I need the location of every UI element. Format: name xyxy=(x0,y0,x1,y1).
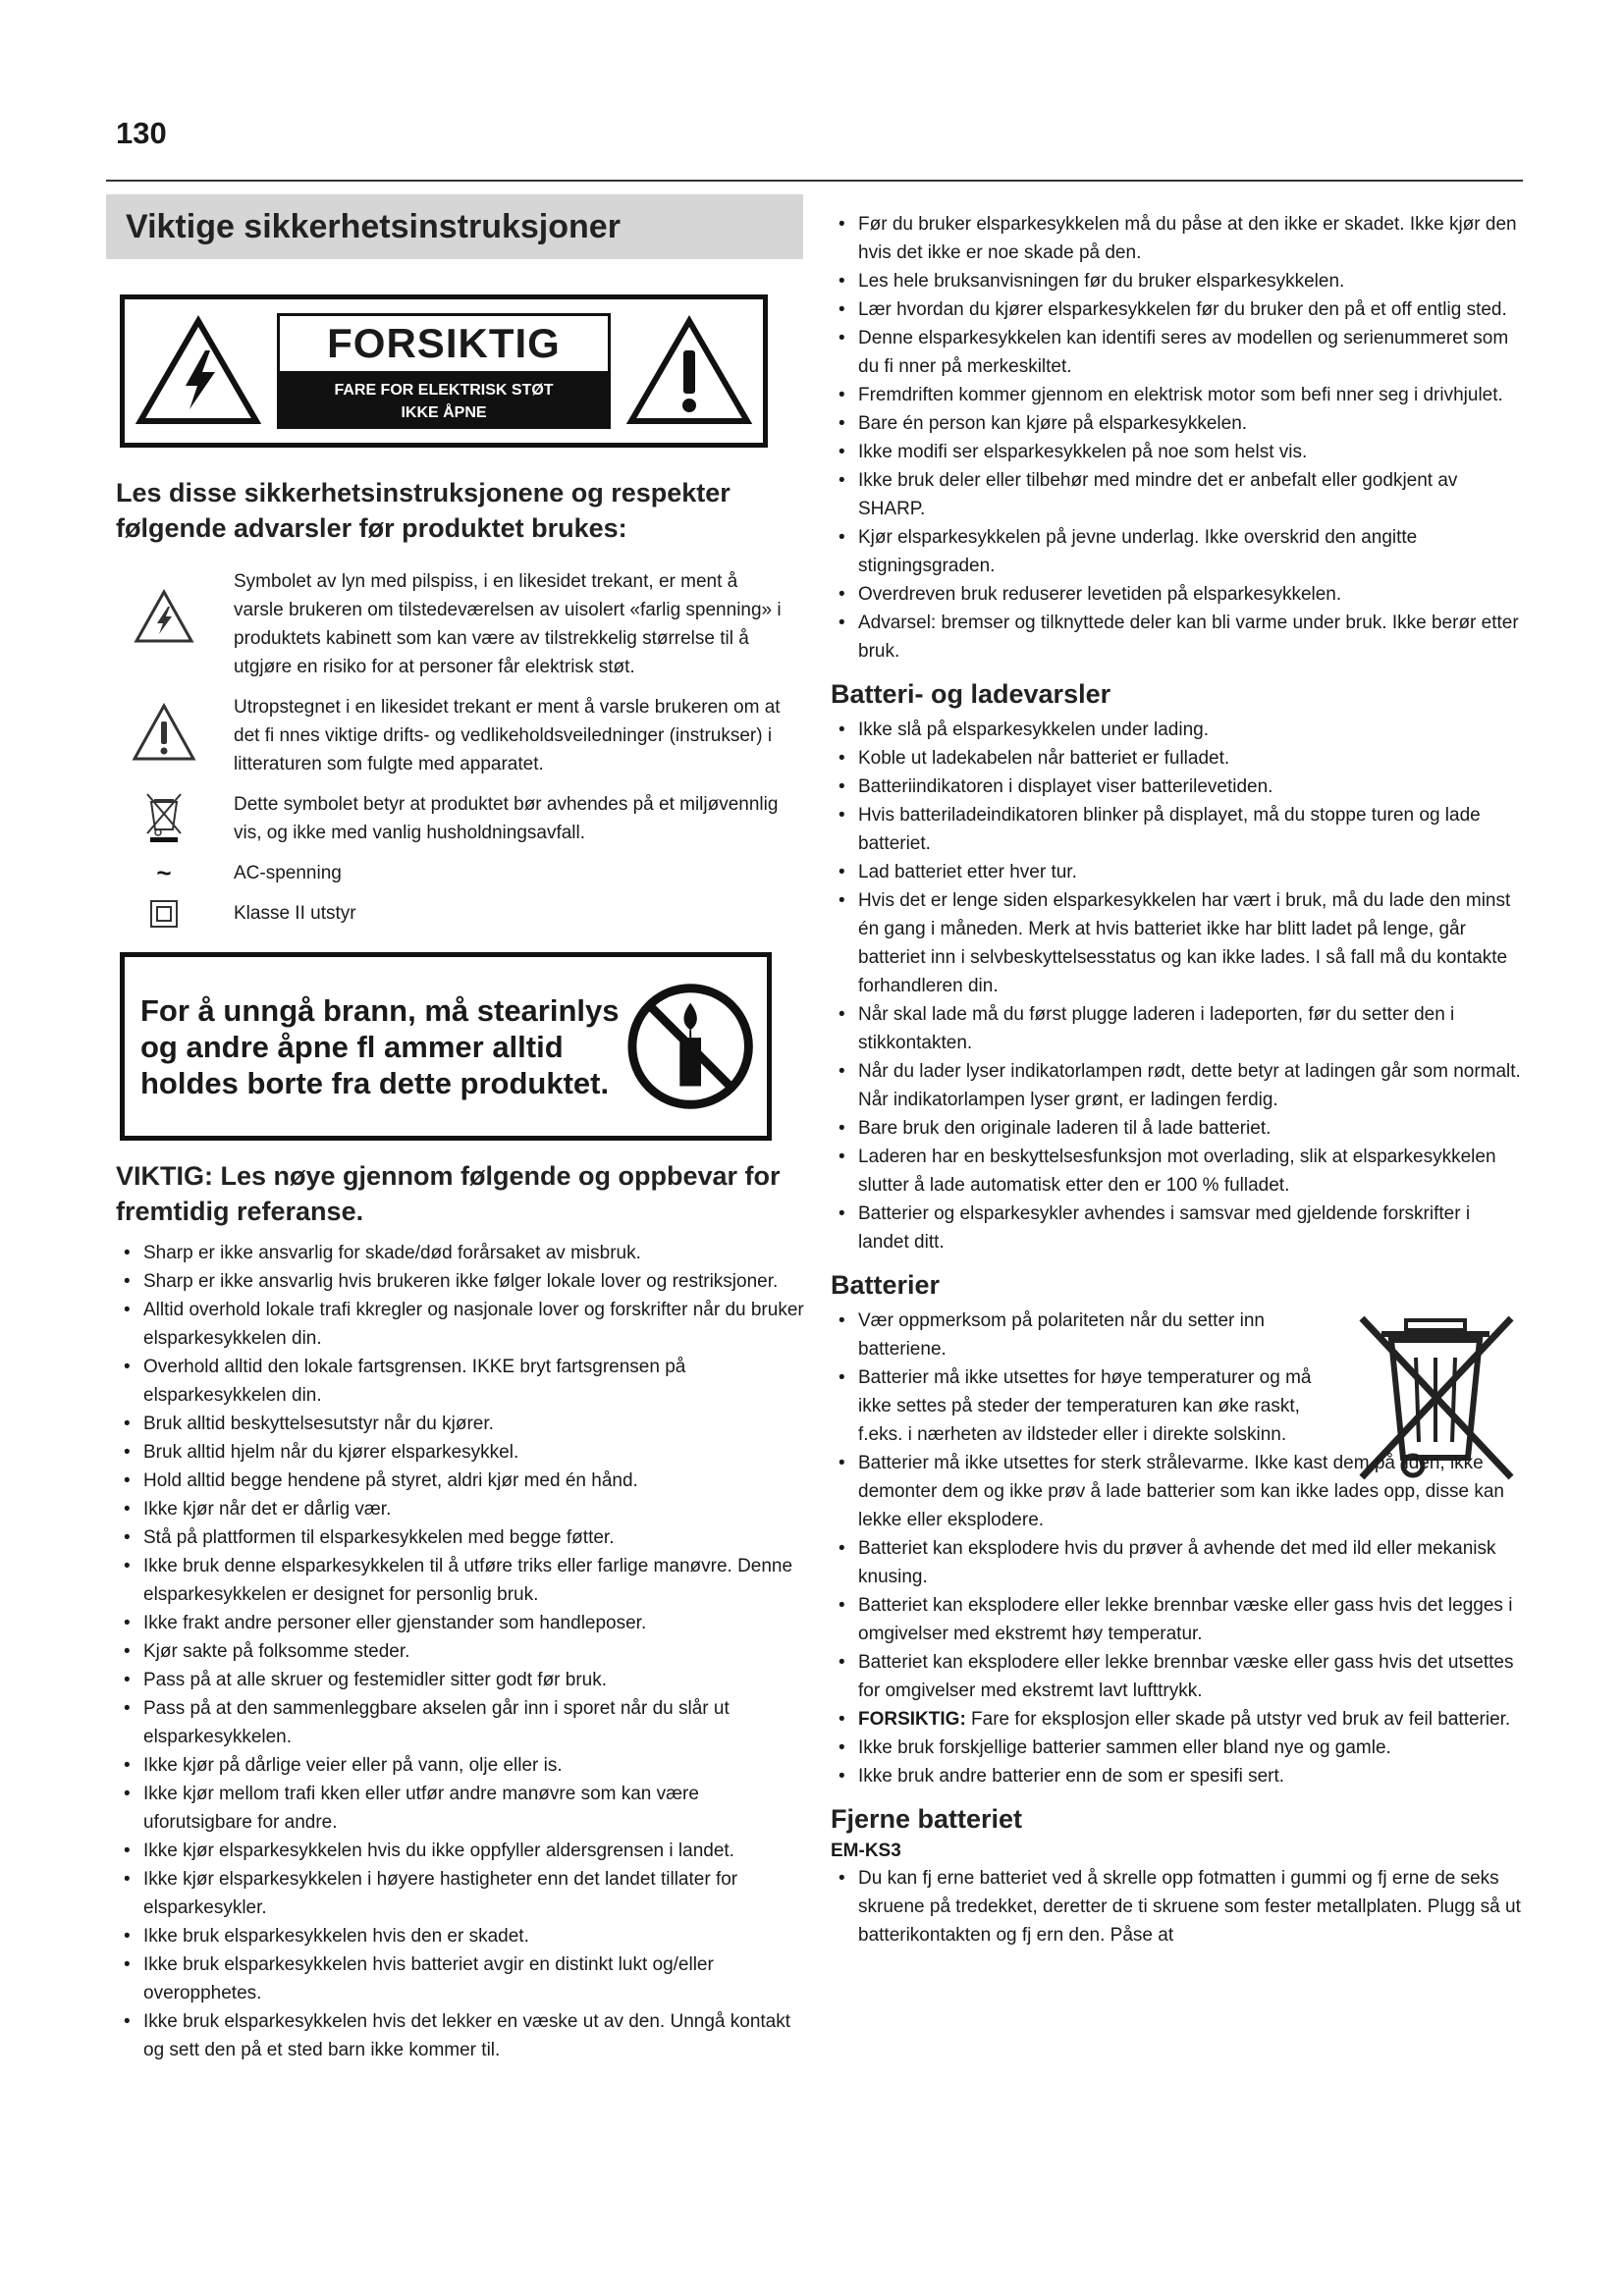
list-item: • Alltid overhold lokale trafi kkregler og nasjonale lover og forskrifter når du bruker elsparkesykkelen din. xyxy=(116,1296,807,1353)
list-item: • Overhold alltid den lokale fartsgrensen. IKKE bryt fartsgrensen på elsparkesykkelen din. xyxy=(116,1353,807,1410)
exclamation-triangle-icon xyxy=(625,315,753,427)
list-item: • Bruk alltid hjelm når du kjører elsparkesykkel. xyxy=(116,1438,807,1467)
list-item: • Sharp er ikke ansvarlig for skade/død forårsaket av misbruk. xyxy=(116,1239,807,1267)
symbol-text: AC-spenning xyxy=(234,863,342,883)
caution-line-2: IKKE ÅPNE xyxy=(401,404,487,421)
symbol-row xyxy=(120,899,807,929)
list-item: • Batteriet kan eksplodere eller lekke brennbar væske eller gass hvis det utsettes for omgivelser med ekstremt lavt lufttrykk. xyxy=(831,1648,1523,1705)
class-ii-icon xyxy=(149,899,179,929)
list-item: • Ikke kjør mellom trafi kken eller utfør andre manøvre som kan være uforutsigbare for andre. xyxy=(116,1780,807,1837)
list-item: • Batterier og elsparkesykler avhendes i samsvar med gjeldende forskrifter i landet ditt. xyxy=(831,1200,1523,1256)
list-item xyxy=(831,1705,1523,1734)
list-item: • Ikke slå på elsparkesykkelen under lading. xyxy=(831,716,1523,744)
caution-lead: FORSIKTIG: xyxy=(858,1709,966,1730)
lightning-triangle-icon xyxy=(134,589,194,644)
list-item: • Bare én person kan kjøre på elsparkesykkelen. xyxy=(831,409,1523,438)
list-item: • Pass på at den sammenleggbare akselen går inn i sporet når du slår ut elsparkesykkelen. xyxy=(116,1694,807,1751)
caution-label xyxy=(120,294,768,448)
list-item: • Batteriet kan eksplodere eller lekke brennbar væske eller gass hvis det legges i omgivelser med ekstremt høy temperatur. xyxy=(831,1591,1523,1648)
symbol-table xyxy=(120,567,807,929)
list-item: • Ikke bruk andre batterier enn de som er spesifi sert. xyxy=(831,1762,1523,1790)
list-item: • Batterier må ikke utsettes for høye temperaturer og må ikke settes på steder der temperaturen kan øke raskt, f.eks. i nærheten av ildsteder eller i direkte solskinn. xyxy=(831,1363,1523,1449)
list-item: • Du kan fj erne batteriet ved å skrelle opp fotmatten i gummi og fj erne de seks skruene på tredekket, deretter de ti skruene som fester metallplaten. Plugg så ut batterikontakten og fj ern den. Påse at xyxy=(831,1864,1523,1949)
remove-battery-list xyxy=(831,1864,1523,1949)
list-item: • Kjør sakte på folksomme steder. xyxy=(116,1637,807,1666)
list-item: • Ikke frakt andre personer eller gjenstander som handleposer. xyxy=(116,1609,807,1637)
list-item: • Hold alltid begge hendene på styret, aldri kjør med én hånd. xyxy=(116,1467,807,1495)
list-item: • Lad batteriet etter hver tur. xyxy=(831,858,1523,886)
list-item: • Advarsel: bremser og tilknyttede deler kan bli varme under bruk. Ikke berør etter bruk. xyxy=(831,609,1523,666)
caution-title: FORSIKTIG xyxy=(277,313,611,374)
symbol-text: Utropstegnet i en likesidet trekant er ment å varsle brukeren om at det fi nnes viktige drifts- og vedlikeholdsveiledninger (instrukser) i litteraturen som fulgte med apparatet. xyxy=(234,697,781,774)
fire-warning-text: For å unngå brann, må stearinlys og andre åpne fl ammer alltid holdes borte fra dette produktet. xyxy=(140,992,620,1100)
charging-list xyxy=(831,716,1523,1256)
batteries-list xyxy=(831,1307,1523,1790)
list-item: • Les hele bruksanvisningen før du bruker elsparkesykkelen. xyxy=(831,267,1523,295)
list-item: • Bruk alltid beskyttelsesutstyr når du kjører. xyxy=(116,1410,807,1438)
top-rule xyxy=(106,180,1523,182)
list-item: • Ikke bruk forskjellige batterier sammen eller bland nye og gamle. xyxy=(831,1734,1523,1762)
remove-battery-heading: Fjerne batteriet xyxy=(831,1804,1023,1834)
list-item: • Ikke bruk deler eller tilbehør med mindre det er anbefalt eller godkjent av SHARP. xyxy=(831,466,1523,523)
model-label: EM-KS3 xyxy=(831,1841,901,1861)
list-item: • Bare bruk den originale laderen til å lade batteriet. xyxy=(831,1114,1523,1143)
right-bullet-list xyxy=(831,210,1523,666)
symbol-row xyxy=(120,859,807,887)
list-item: • Ikke kjør når det er dårlig vær. xyxy=(116,1495,807,1523)
symbol-row xyxy=(120,693,807,778)
list-item: • Batteriet kan eksplodere hvis du prøver å avhende det med ild eller mekanisk knusing. xyxy=(831,1534,1523,1591)
list-item: • Koble ut ladekabelen når batteriet er fulladet. xyxy=(831,744,1523,773)
page-number: 130 xyxy=(116,116,167,150)
list-item: • Ikke modifi ser elsparkesykkelen på noe som helst vis. xyxy=(831,438,1523,466)
list-item: • Batterier må ikke utsettes for sterk strålevarme. Ikke kast dem på ilden, ikke demonter dem og ikke prøv å lade batterier som kan ikke lades opp, disse kan lekke eller eksplodere. xyxy=(831,1449,1523,1534)
caution-line-1: FARE FOR ELEKTRISK STØT xyxy=(334,382,554,399)
list-item: • Kjør elsparkesykkelen på jevne underlag. Ikke overskrid den angitte stigningsgraden. xyxy=(831,523,1523,580)
list-item: • Sharp er ikke ansvarlig hvis brukeren ikke følger lokale lover og restriksjoner. xyxy=(116,1267,807,1296)
list-item: • Når du lader lyser indikatorlampen rødt, dette betyr at ladingen går som normalt. Når indikatorlampen lyser grønt, er ladingen ferdig. xyxy=(831,1057,1523,1114)
list-item: • Hvis det er lenge siden elsparkesykkelen har vært i bruk, må du lade den minst én gang i måneden. Merk at hvis batteriet ikke har blitt ladet på lenge, går batteriet inn i selvbeskyttelsesstatus og kan ikke lades. I så fall må du kontakte forhandleren din. xyxy=(831,886,1523,1000)
list-item: • Før du bruker elsparkesykkelen må du påse at den ikke er skadet. Ikke kjør den hvis det ikke er noe skade på den. xyxy=(831,210,1523,267)
symbol-text: Dette symbolet betyr at produktet bør avhendes på et miljøvennlig vis, og ikke med vanlig husholdningsavfall. xyxy=(234,794,779,843)
list-item: • Pass på at alle skruer og festemidler sitter godt før bruk. xyxy=(116,1666,807,1694)
read-instructions-heading: Les disse sikkerhetsinstruksjonene og respekter følgende advarsler før produktet brukes: xyxy=(116,478,731,543)
caution-text: Fare for eksplosjon eller skade på utstyr ved bruk av feil batterier. xyxy=(965,1709,1511,1730)
list-item: • Ikke bruk elsparkesykkelen hvis det lekker en væske ut av den. Unngå kontakt og sett den på et sted barn ikke kommer til. xyxy=(116,2007,807,2064)
left-column xyxy=(106,194,807,2064)
list-item: • Hvis batteriladeindikatoren blinker på displayet, må du stoppe turen og lade batteriet. xyxy=(831,801,1523,858)
list-item: • Overdreven bruk reduserer levetiden på elsparkesykkelen. xyxy=(831,580,1523,609)
list-item: • Ikke kjør elsparkesykkelen hvis du ikke oppfyller aldersgrensen i landet. xyxy=(116,1837,807,1865)
lightning-triangle-icon xyxy=(135,315,262,427)
caution-center xyxy=(277,313,611,429)
batteries-heading: Batterier xyxy=(831,1270,941,1300)
charging-heading: Batteri- og ladevarsler xyxy=(831,679,1111,709)
list-item: • Fremdriften kommer gjennom en elektrisk motor som befi nner seg i drivhjulet. xyxy=(831,381,1523,409)
list-item: • Ikke bruk denne elsparkesykkelen til å utføre triks eller farlige manøvre. Denne elsparkesykkelen er designet for personlig bruk. xyxy=(116,1552,807,1609)
right-column xyxy=(831,210,1523,1949)
symbol-text: Symbolet av lyn med pilspiss, i en likesidet trekant, er ment å varsle brukeren om tilstedeværelsen av uisolert «farlig spenning» i produktets kabinett som kan være av tilstrekkelig størrelse til å utgjøre en risiko for at personer får elektrisk støt. xyxy=(234,571,782,677)
list-item: • Ikke kjør på dårlige veier eller på vann, olje eller is. xyxy=(116,1751,807,1780)
batteries-section xyxy=(831,1307,1523,1790)
page-title: Viktige sikkerhetsinstruksjoner xyxy=(126,207,621,245)
list-item: • Ikke bruk elsparkesykkelen hvis den er skadet. xyxy=(116,1922,807,1950)
left-bullet-list xyxy=(116,1239,807,2064)
ac-tilde-icon: ~ xyxy=(156,858,172,887)
list-item: • Batteriindikatoren i displayet viser batterilevetiden. xyxy=(831,773,1523,801)
no-open-flame-icon xyxy=(625,981,755,1112)
list-item: • Lær hvordan du kjører elsparkesykkelen før du bruker den på et off entlig sted. xyxy=(831,295,1523,324)
fire-warning-box xyxy=(120,952,772,1141)
important-heading: VIKTIG: Les nøye gjennom følgende og oppbevar for fremtidig referanse. xyxy=(116,1161,781,1226)
caution-subtitle xyxy=(277,374,611,429)
list-item: • Ikke kjør elsparkesykkelen i høyere hastigheter enn det landet tillater for elsparkesykler. xyxy=(116,1865,807,1922)
list-item: • Når skal lade må du først plugge laderen i ladeporten, før du setter den i stikkontakten. xyxy=(831,1000,1523,1057)
list-item: • Ikke bruk elsparkesykkelen hvis batteriet avgir en distinkt lukt og/eller overopphetes. xyxy=(116,1950,807,2007)
weee-bin-icon xyxy=(144,790,184,843)
symbol-row xyxy=(120,790,807,847)
list-item: • Laderen har en beskyttelsesfunksjon mot overlading, slik at elsparkesykkelen slutter å lade automatisk etter den er 100 % fulladet. xyxy=(831,1143,1523,1200)
list-item: • Denne elsparkesykkelen kan identifi seres av modellen og serienummeret som du fi nner på merkeskiltet. xyxy=(831,324,1523,381)
symbol-text: Klasse II utstyr xyxy=(234,903,356,924)
list-item: • Stå på plattformen til elsparkesykkelen med begge føtter. xyxy=(116,1523,807,1552)
exclamation-triangle-icon xyxy=(132,703,196,762)
symbol-row xyxy=(120,567,807,681)
title-band xyxy=(106,194,803,259)
list-item: • Vær oppmerksom på polariteten når du setter inn batteriene. xyxy=(831,1307,1523,1363)
